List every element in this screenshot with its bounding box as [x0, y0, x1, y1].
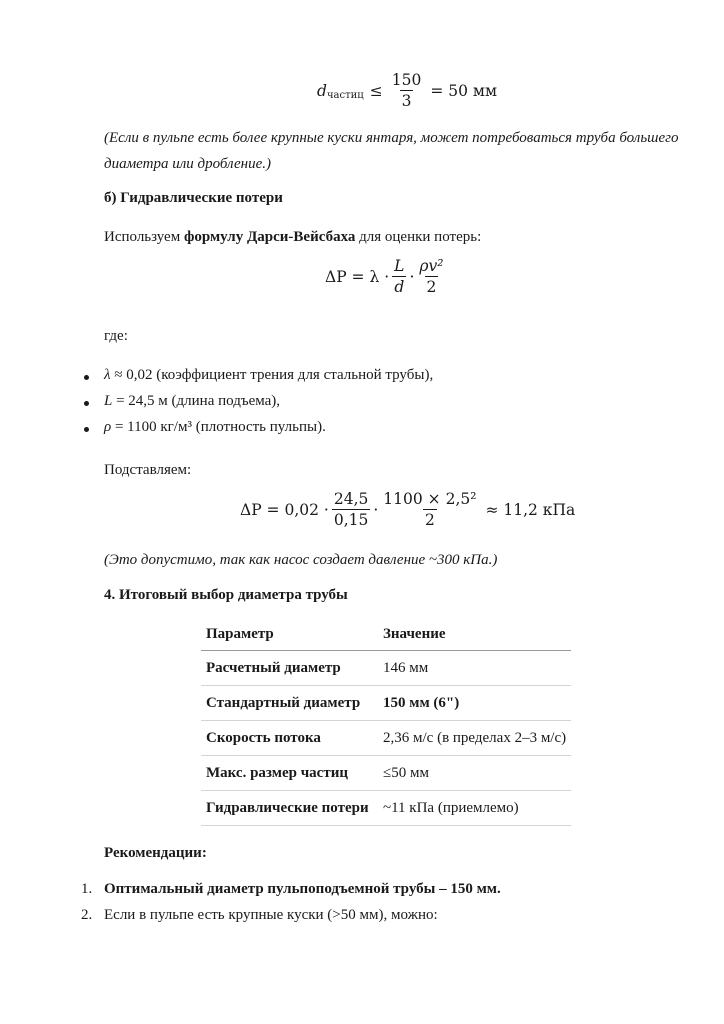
- section-b-title: б) Гидравлические потери: [104, 190, 283, 206]
- darcy-dot: ·: [409, 267, 415, 286]
- bullet-dot: [84, 401, 89, 406]
- table-row-divider: [201, 685, 571, 686]
- sub-den-2: 2: [424, 511, 435, 530]
- table-cell-param: Скорость потока: [206, 730, 321, 746]
- sub-num-1: 24,5: [333, 490, 369, 508]
- table-header-divider: [201, 650, 571, 651]
- bullet-dot: [84, 375, 89, 380]
- darcy-num-rho: ρv²: [419, 257, 444, 275]
- table-cell-value: ≤50 мм: [383, 765, 429, 781]
- recommendation-item: Оптимальный диаметр пульпоподъемной трубы – 150 мм.: [104, 881, 501, 897]
- table-cell-param: Макс. размер частиц: [206, 765, 348, 781]
- param-rho: [104, 419, 326, 436]
- darcy-intro-bold: формулу Дарси-Вейсбаха: [183, 229, 356, 245]
- table-row-divider: [201, 755, 571, 756]
- darcy-den-2: 2: [426, 278, 437, 297]
- recommendations-title: Рекомендации:: [104, 845, 207, 861]
- darcy-num-l: L: [394, 257, 405, 275]
- formula-numerator: 150: [391, 71, 422, 89]
- formula-var-d: d: [317, 81, 327, 100]
- note-large-pieces: (Если в пульпе есть более крупные куски янтаря, может потребоваться труба большего: [104, 130, 679, 146]
- table-cell-value: 2,36 м/с (в пределах 2–3 м/с): [383, 730, 567, 746]
- recommendation-item: Если в пульпе есть крупные куски (>50 мм), можно:: [104, 907, 438, 923]
- table-cell-param: Гидравлические потери: [206, 800, 369, 816]
- sub-lhs: ΔP = 0,02 ·: [240, 500, 329, 519]
- darcy-intro-prefix: Используем: [104, 229, 184, 245]
- list-number: 2.: [81, 907, 93, 923]
- sub-num-2: 1100 × 2,5²: [383, 490, 477, 508]
- darcy-den-d: d: [394, 278, 405, 297]
- note-acceptable: (Это допустимо, так как насос создает давление ~300 кПа.): [104, 552, 498, 568]
- formula-result: = 50 мм: [430, 81, 498, 100]
- darcy-intro: [104, 229, 481, 246]
- darcy-intro-suffix: для оценки потерь:: [355, 229, 482, 245]
- list-number: 1.: [81, 881, 93, 897]
- substitute-label: Подставляем:: [104, 462, 192, 478]
- table-row-divider: [201, 825, 571, 826]
- table-row-divider: [201, 790, 571, 791]
- table-cell-value: ~11 кПа (приемлемо): [383, 800, 519, 816]
- table-row-divider: [201, 720, 571, 721]
- bullet-dot: [84, 427, 89, 432]
- table-header-value: Значение: [383, 626, 446, 642]
- formula-le: ≤: [369, 81, 383, 100]
- table-cell-param: Стандартный диаметр: [206, 695, 361, 711]
- darcy-fraction-ld: [392, 258, 406, 296]
- sub-fraction-2: [381, 491, 478, 529]
- param-lambda: [104, 367, 433, 384]
- note-large-pieces-cont: диаметра или дробление.): [104, 156, 271, 172]
- sub-fraction-1: [332, 491, 371, 529]
- formula-particle-size: [317, 72, 497, 110]
- param-lambda-sym: λ: [104, 367, 111, 383]
- sub-result: ≈ 11,2 кПа: [485, 500, 576, 519]
- section-4-title: 4. Итоговый выбор диаметра трубы: [104, 587, 348, 603]
- table-cell-value: 146 мм: [383, 660, 429, 676]
- darcy-fraction-rho: [417, 258, 445, 296]
- param-l: [104, 393, 280, 410]
- formula-fraction: [390, 72, 424, 110]
- param-rho-sym: ρ: [104, 419, 112, 435]
- param-rho-text: = 1100 кг/м³ (плотность пульпы).: [111, 419, 326, 435]
- table-cell-param: Расчетный диаметр: [206, 660, 341, 676]
- formula-substituted: [240, 491, 575, 529]
- formula-denominator: 3: [401, 92, 412, 111]
- sub-dot: ·: [373, 500, 379, 519]
- param-l-text: = 24,5 м (длина подъема),: [112, 393, 281, 409]
- formula-darcy: [325, 258, 448, 296]
- where-label: где:: [104, 328, 128, 344]
- param-l-sym: L: [104, 393, 113, 409]
- table-header-param: Параметр: [206, 626, 274, 642]
- param-lambda-text: ≈ 0,02 (коэффициент трения для стальной трубы),: [110, 367, 434, 383]
- table-cell-value: 150 мм (6"): [383, 695, 460, 711]
- sub-den-1: 0,15: [333, 511, 369, 530]
- formula-subscript: частиц: [326, 90, 364, 102]
- darcy-lhs: ΔP = λ ·: [325, 267, 390, 286]
